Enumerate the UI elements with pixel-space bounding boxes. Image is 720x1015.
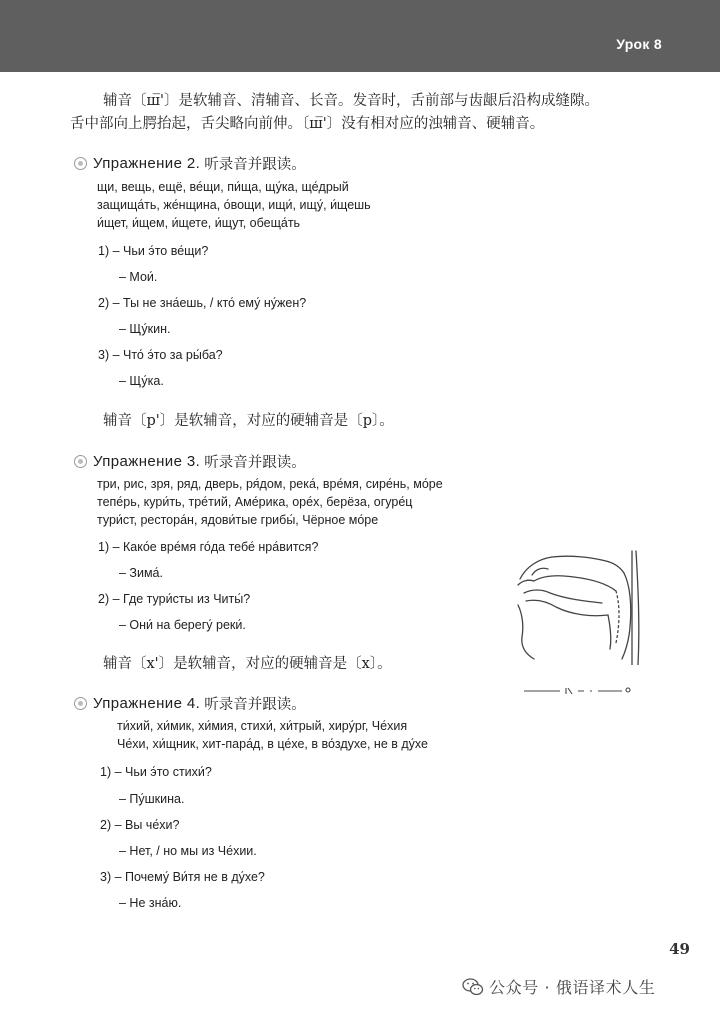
- exercise-4-words-2: Че́хи, хи́щник, хит-пара́д, в це́хе, в во́здухе, не в ду́хе: [117, 737, 428, 751]
- note-soft-r: 辅音〔р'〕是软辅音，对应的硬辅音是〔р〕。: [103, 413, 394, 429]
- exercise-3-heading: [74, 451, 306, 472]
- exercise-2-heading: [74, 153, 306, 174]
- exercise-3-dialogue-1a: – Зима́.: [119, 566, 163, 580]
- exercise-4-dialogue-1q: 1) – Чьи э́то стихи́?: [100, 765, 212, 779]
- exercise-4-instruction: 听录音并跟读。: [204, 697, 306, 713]
- wechat-icon: [462, 977, 484, 997]
- intro-paragraph-line-2: 舌中部向上腭抬起，舌尖略向前伸。〔ш̅'〕没有相对应的浊辅音、硬辅音。: [70, 116, 545, 132]
- exercise-2-words-2: защища́ть, же́нщина, о́вощи, ищи́, ищу́, и́щешь: [97, 198, 371, 212]
- exercise-3-dialogue-2a: – Они́ на берегу́ реки́.: [119, 618, 246, 632]
- exercise-2-words-1: щи, вещь, ещё, ве́щи, пи́ща, щу́ка, ще́дрый: [97, 180, 349, 194]
- articulation-diagram: [512, 545, 652, 665]
- exercise-3-title: Упражнение 3.: [93, 453, 201, 470]
- exercise-3-dialogue-2q: 2) – Где тури́сты из Читы́?: [98, 592, 251, 606]
- exercise-3-words-3: тури́ст, рестора́н, ядови́тые грибы́, Чёрное мо́ре: [97, 513, 379, 527]
- watermark: [462, 975, 655, 998]
- exercise-2-dialogue-3a: – Щу́ка.: [119, 374, 164, 388]
- exercise-3-words-2: тепе́рь, кури́ть, тре́тий, Аме́рика, оре́х, берёза, огуре́ц: [97, 495, 413, 509]
- watermark-text: 公众号 · 俄语译术人生: [489, 978, 656, 997]
- exercise-3-words-1: три, рис, зря, ряд, дверь, ря́дом, река́, вре́мя, сире́нь, мо́ре: [97, 477, 443, 491]
- exercise-4-dialogue-1a: – Пу́шкина.: [119, 792, 185, 806]
- header-band: [0, 0, 720, 72]
- exercise-2-dialogue-1a: – Мои́.: [119, 270, 158, 284]
- exercise-2-dialogue-1q: 1) – Чьи э́то ве́щи?: [98, 244, 209, 258]
- exercise-4-dialogue-2a: – Нет, / но мы из Че́хии.: [119, 844, 257, 858]
- exercise-4-title: Упражнение 4.: [93, 695, 201, 712]
- exercise-2-dialogue-2a: – Щу́кин.: [119, 322, 171, 336]
- intro-paragraph-line-1: 辅音〔ш̅'〕是软辅音、清辅音、长音。发音时，舌前部与齿龈后沿构成缝隙。: [103, 93, 599, 109]
- exercise-2-dialogue-3q: 3) – Что́ э́то за ры́ба?: [98, 348, 223, 362]
- lesson-label: Урок 8: [616, 36, 662, 52]
- exercise-2-instruction: 听录音并跟读。: [204, 157, 306, 173]
- diagram-caption-line: [522, 683, 642, 699]
- page-number: 49: [669, 940, 690, 958]
- exercise-2-words-3: и́щет, и́щем, и́щете, и́щут, обеща́ть: [97, 216, 301, 230]
- audio-disc-icon[interactable]: [74, 455, 87, 468]
- note-soft-x: 辅音〔х'〕是软辅音，对应的硬辅音是〔х〕。: [103, 656, 392, 672]
- exercise-4-dialogue-3q: 3) – Почему́ Ви́тя не в ду́хе?: [100, 870, 265, 884]
- exercise-2-title: Упражнение 2.: [93, 155, 201, 172]
- exercise-3-instruction: 听录音并跟读。: [204, 455, 306, 471]
- exercise-4-dialogue-2q: 2) – Вы че́хи?: [100, 818, 180, 832]
- audio-disc-icon[interactable]: [74, 157, 87, 170]
- exercise-4-dialogue-3a: – Не зна́ю.: [119, 896, 182, 910]
- exercise-2-dialogue-2q: 2) – Ты не зна́ешь, / кто́ ему́ ну́жен?: [98, 296, 307, 310]
- audio-disc-icon[interactable]: [74, 697, 87, 710]
- exercise-4-words-1: ти́хий, хи́мик, хи́мия, стихи́, хи́трый, хиру́рг, Че́хия: [117, 719, 408, 733]
- exercise-4-heading: [74, 693, 306, 714]
- exercise-3-dialogue-1q: 1) – Како́е вре́мя го́да тебе́ нра́вится?: [98, 540, 319, 554]
